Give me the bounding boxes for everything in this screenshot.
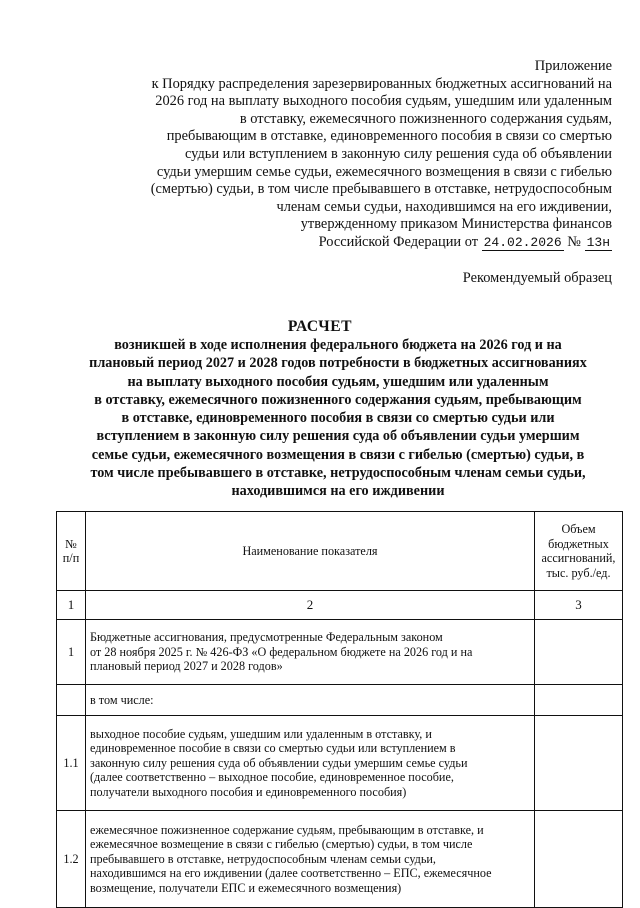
appendix-line: в отставку, ежемесячного пожизненного содержания судьям,	[239, 110, 612, 127]
row-indicator	[86, 811, 535, 908]
appendix-line: судьи умершим семье судьи, ежемесячного возмещения в связи с гибелью	[156, 163, 612, 180]
index-cell: 2	[86, 591, 535, 620]
header-amount-line: Объем	[561, 522, 596, 536]
row-number: 1.1	[57, 716, 86, 811]
index-cell: 1	[57, 591, 86, 620]
order-number: 13н	[586, 234, 610, 250]
appendix-line: членам семьи судьи, находившимся на его иждивении,	[276, 198, 612, 215]
header-indicator-cell	[86, 512, 535, 591]
row-value	[535, 685, 623, 716]
header-number-line: №	[65, 536, 77, 551]
number-sign: №	[567, 233, 581, 250]
row-indicator	[86, 620, 535, 685]
heading-line: на выплату выходного пособия судьям, ушедшим или удаленным	[127, 373, 549, 390]
table-row	[57, 811, 623, 908]
heading-line: плановый период 2027 и 2028 годов потребности в бюджетных ассигнованиях	[89, 355, 587, 372]
row-text-line: плановый период 2027 и 2028 годов»	[90, 659, 283, 674]
heading-line: в отставку, ежемесячного пожизненного содержания судьям, пребывающим	[94, 391, 582, 408]
appendix-line: Приложение	[534, 58, 612, 74]
table-row	[57, 620, 623, 685]
header-amount-line: бюджетных	[548, 536, 609, 551]
index-cell: 3	[535, 591, 623, 620]
header-number-cell	[57, 512, 86, 591]
appendix-line: пребывающим в отставке, единовременного пособия в связи со смертью	[166, 128, 612, 145]
row-text-line: единовременное пособие в связи со смертью судьи или вступлением в	[90, 741, 456, 756]
row-value	[535, 620, 623, 685]
row-text-line: выходное пособие судьям, ушедшим или удаленным в отставку, и	[90, 726, 432, 741]
heading-line: семье судьи, ежемесячного возмещения в связи с гибелью (смертью) судьи, в	[91, 446, 585, 463]
document-heading	[64, 336, 612, 501]
heading-line: находившимся на его иждивении	[231, 483, 445, 500]
header-amount-cell	[535, 512, 623, 591]
header-amount-line: тыс. руб./ед.	[546, 565, 611, 580]
header-indicator-label: Наименование показателя	[242, 543, 378, 558]
row-text-line: Бюджетные ассигнования, предусмотренные Федеральным законом	[90, 630, 443, 645]
heading-line: возникшей в ходе исполнения федерального бюджета на 2026 год и на	[114, 337, 562, 353]
row-text-line: возмещение, получатели ЕПС и ежемесячного возмещения)	[90, 880, 402, 895]
row-text-line: законную силу решения суда об объявлении судьи умершим семье судьи	[90, 755, 468, 770]
row-text-line: находившимся на его иждивении (далее соответственно – ЕПС, ежемесячное	[90, 866, 492, 881]
row-text-line: получатели выходного пособия и единовременного пособия)	[90, 784, 407, 799]
row-text-line: от 28 ноября 2025 г. № 426-ФЗ «О федеральном бюджете на 2026 год и на	[90, 644, 473, 659]
appendix-line: судьи или вступлением в законную силу решения суда об объявлении	[184, 145, 612, 162]
order-date: 24.02.2026	[483, 234, 562, 250]
heading-line: том числе пребывавшего в отставке, нетрудоспособным членам семьи судьи,	[90, 465, 586, 482]
appendix-line: 2026 год на выплату выходного пособия судьям, ушедшим или удаленным	[155, 93, 612, 110]
appendix-line: (смертью) судьи, в том числе пребывавшего в отставке, нетрудоспособным	[150, 181, 612, 198]
row-text-line: в том числе:	[90, 692, 154, 707]
row-number: 1.2	[57, 811, 86, 908]
recommended-sample-label: Рекомендуемый образец	[462, 270, 612, 286]
header-amount-line: ассигнований,	[541, 551, 616, 565]
header-number-line: п/п	[62, 551, 80, 565]
row-number	[57, 685, 86, 716]
row-text-line: ежемесячное пожизненное содержание судьям, пребывающим в отставке, и	[90, 822, 484, 837]
row-text-line: (далее соответственно – выходное пособие, единовременное пособие,	[90, 770, 454, 785]
table-row	[57, 716, 623, 811]
row-indicator	[86, 716, 535, 811]
row-text-line: пребывавшего в отставке, нетрудоспособным членам семьи судьи,	[90, 851, 436, 866]
calculation-table	[56, 511, 623, 908]
heading-line: вступлением в законную силу решения суда об объявлении судьи умершим	[96, 428, 580, 445]
table-header-row	[57, 512, 623, 591]
row-text-line: ежемесячное возмещение в связи с гибелью (смертью) судьи, в том числе	[90, 837, 473, 852]
appendix-line: утвержденному приказом Министерства финансов	[300, 216, 612, 233]
table-index-row	[57, 591, 623, 620]
row-indicator	[86, 685, 535, 716]
table-row	[57, 685, 623, 716]
row-number: 1	[57, 620, 86, 685]
appendix-order-line	[72, 234, 612, 252]
row-value	[535, 811, 623, 908]
heading-line: в отставке, единовременного пособия в связи со смертью судьи или	[121, 410, 555, 427]
appendix-block	[72, 58, 612, 252]
row-value	[535, 716, 623, 811]
document-title: РАСЧЕТ	[287, 318, 353, 335]
appendix-order-prefix: Российской Федерации от	[318, 233, 479, 250]
appendix-line: к Порядку распределения зарезервированных бюджетных ассигнований на	[151, 75, 612, 92]
